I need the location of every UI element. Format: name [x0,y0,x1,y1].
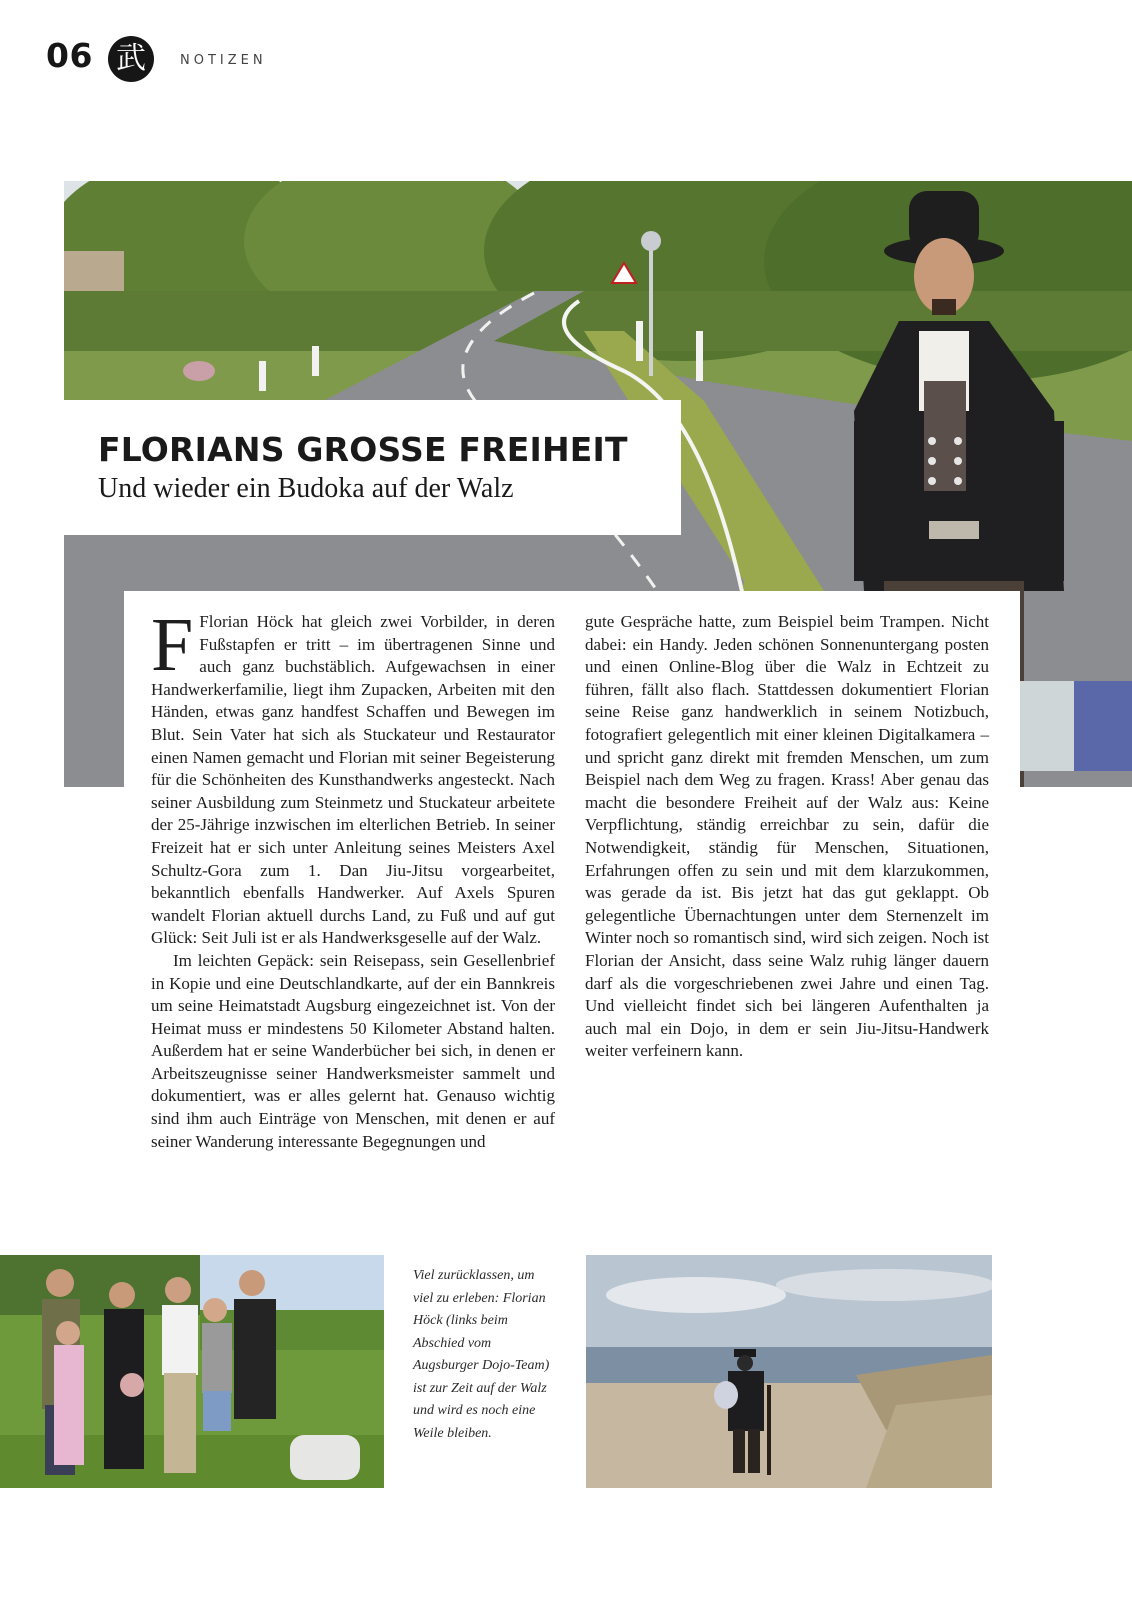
text-column-left [151,603,555,1153]
paragraph-text: Florian Höck hat gleich zwei Vorbilder, in deren Fußstapfen er tritt – im übertragenen Sinne und auch ganz buchstäblich. Aufgewachsen in einer Handwerkerfamilie, liegt ihm Zupacken, Arbeiten mit den Händen, etwas ganz handfest Schaffen und Bewegen im Blut. Sein Vater hat sich als Stuckateur und Restaurator einen Namen gemacht und Florian mit seiner Begeisterung für die Schönheiten des Kunsthandwerks angesteckt. Nach seiner Ausbildung zum Steinmetz und Stuckateur arbeitete der 25-Jährige inzwischen im elterlichen Betrieb. In seiner Freizeit hat er sich unter Anleitung seines Meisters Axel Schultz-Gora zum 1. Dan Jiu-Jitsu vorgearbeitet, bekanntlich ebenfalls Handwerker. Auf Axels Spuren wandelt Florian aktuell durchs Land, zu Fuß und auf gut Glück: Seit Juli ist er als Handwerksgeselle auf der Walz. [151,612,555,948]
photo-caption: Viel zurücklassen, um viel zu erleben: Florian Höck (links beim Abschied vom Augsburger Dojo-Team) ist zur Zeit auf der Walz und wird es noch eine Weile bleiben. [413,1268,550,1441]
article-subtitle: Und wieder ein Budoka auf der Walz [98,473,514,504]
budo-kanji-logo: 武 [108,36,154,82]
paragraph [151,603,555,950]
article-title: FLORIANS GROSSE FREIHEIT [98,430,628,469]
group-photo [0,1255,384,1488]
article-body [124,591,1020,1241]
paragraph: Im leichten Gepäck: sein Reisepass, sein Gesellenbrief in Kopie und eine Deutschlandkarte, auf der ein Bannkreis um seine Heimatstadt Augsburg eingezeichnet ist. Von der Heimat muss er mindestens 50 Kilometer Abstand halten. Außerdem hat er seine Wanderbücher bei sich, in denen er Arbeitszeugnisse seiner Handwerksmeister sammelt und dokumentiert, was er alles gelernt hat. Genauso wichtig sind ihm auch Einträge von Menschen, mit denen er auf seiner Wanderung interessante Begegnungen und [151,950,555,1151]
title-block [64,400,681,535]
page-number: 06 [46,36,93,75]
drop-cap: F [151,603,194,687]
group-photo-scene [0,1255,384,1488]
section-label: NOTIZEN [180,53,267,68]
paragraph: gute Gespräche hatte, zum Beispiel beim Trampen. Nicht dabei: ein Handy. Jeden schönen Sonnenuntergang posten und einen Online-Blog über die Walz in Echtzeit zu führen, fällt also flach. Stattdessen dokumentiert Florian seine Reise ganz handwerklich in seinem Notizbuch, fotografiert gelegentlich mit einer kleinen Digitalkamera – und spricht ganz direkt mit fremden Menschen, um zum Beispiel nach dem Weg zu fragen. Krass! Aber genau das macht die besondere Freiheit auf der Walz aus: Keine Verpflichtung, ständig erreichbar zu sein, dafür die Notwendigkeit, ständig für Menschen, Situationen, Erfahrungen offen zu sein und mit dem klarzukommen, was gerade da ist. Bis jetzt hat das gut geklappt. Ob gelegentliche Übernachtungen unter dem Sternenzelt im Winter noch so romantisch sind, wird sich zeigen. Noch ist Florian der Ansicht, dass seine Walz ruhig länger dauern darf als die vorgeschriebenen zwei Jahre und einen Tag. Und vielleicht findet sich bei längeren Aufenthalten ja auch mal ein Dojo, in dem er sein Jiu-Jitsu-Handwerk weiter verfeinern kann. [585,612,989,1061]
beach-photo [586,1255,992,1488]
beach-photo-scene [586,1255,992,1488]
text-column-right [585,611,989,1063]
